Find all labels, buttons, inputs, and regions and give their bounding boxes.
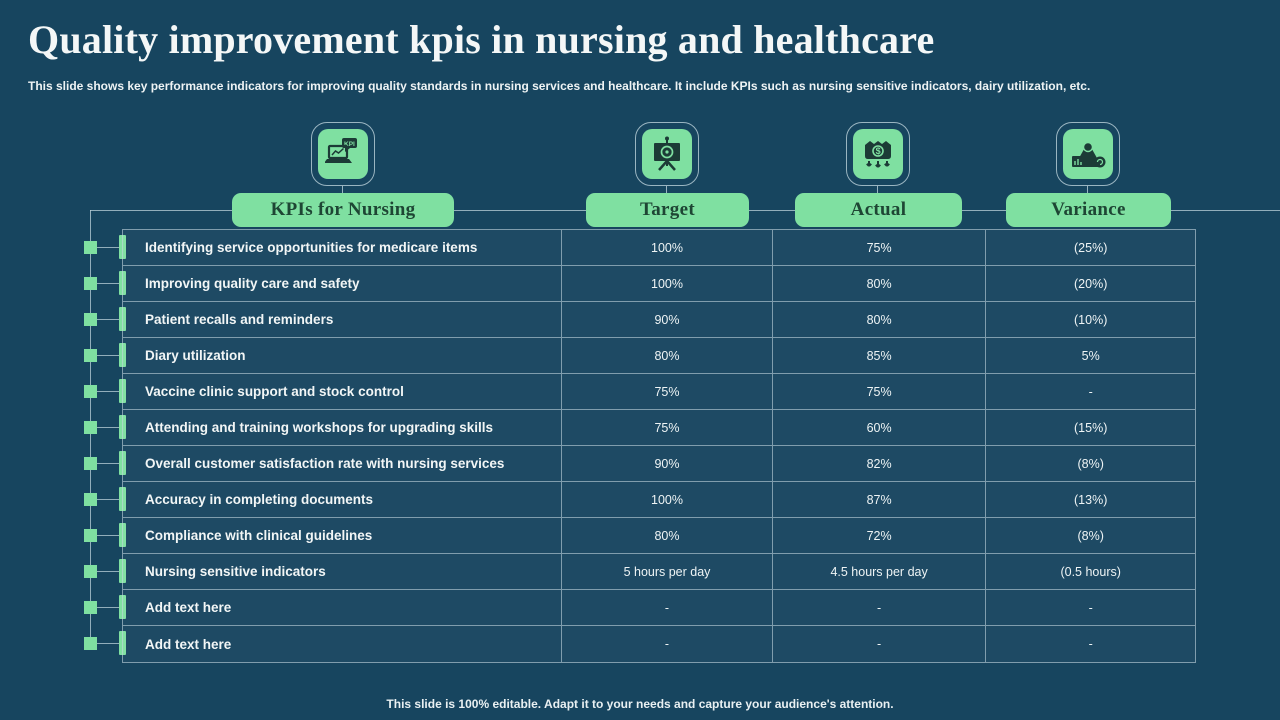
kpi-label-cell: Accuracy in completing documents	[123, 482, 562, 517]
variance-value-cell: -	[1088, 600, 1093, 615]
target-value-cell: 75%	[562, 410, 773, 445]
slide-subtitle: This slide shows key performance indicators for improving quality standards in nursing services and healthcare. It include KPIs such as nursing sensitive indicators, dairy utilization, etc.	[28, 79, 1091, 93]
column-header-actual: Actual	[795, 193, 962, 227]
table-row	[123, 626, 1195, 662]
actual-value-cell: 85%	[773, 338, 987, 373]
actual-value-cell: 82%	[773, 446, 987, 481]
variance-value-cell: 5%	[1081, 348, 1100, 363]
kpi-laptop-icon	[318, 129, 368, 179]
variance-analytics-icon	[1063, 129, 1113, 179]
rail-connector-line	[97, 391, 119, 392]
target-value-cell: 90%	[562, 302, 773, 337]
table-row	[123, 338, 1195, 374]
actual-value-cell: 87%	[773, 482, 987, 517]
variance-value-cell: (0.5 hours)	[1060, 564, 1121, 579]
table-row	[123, 266, 1195, 302]
rail-square-marker	[84, 457, 97, 470]
target-value-cell: 90%	[562, 446, 773, 481]
rail-square-marker	[84, 421, 97, 434]
actual-value-cell: -	[773, 590, 987, 625]
rail-square-marker	[84, 565, 97, 578]
rail-connector-line	[97, 607, 119, 608]
actual-value-cell: 75%	[773, 230, 987, 265]
rail-connector-line	[97, 571, 119, 572]
target-value-cell: -	[562, 590, 773, 625]
actual-value-cell: 60%	[773, 410, 987, 445]
kpi-label-cell: Add text here	[123, 626, 562, 662]
rail-square-marker	[84, 313, 97, 326]
variance-value-cell: (15%)	[1074, 420, 1108, 435]
variance-value-cell: (8%)	[1077, 528, 1104, 543]
rail-connector-line	[97, 355, 119, 356]
target-presentation-board-icon	[642, 129, 692, 179]
target-value-cell: 5 hours per day	[562, 554, 773, 589]
target-value-cell: 100%	[562, 266, 773, 301]
rail-square-marker	[84, 493, 97, 506]
kpi-column-icon-group	[311, 122, 375, 194]
kpi-label-cell: Overall customer satisfaction rate with nursing services	[123, 446, 562, 481]
actual-value-cell: 72%	[773, 518, 987, 553]
table-row	[123, 590, 1195, 626]
rail-connector-line	[97, 319, 119, 320]
target-value-cell: 80%	[562, 518, 773, 553]
variance-value-cell: (13%)	[1074, 492, 1108, 507]
page-title: Quality improvement kpis in nursing and healthcare	[28, 17, 935, 62]
table-row	[123, 482, 1195, 518]
kpi-label-cell: Improving quality care and safety	[123, 266, 562, 301]
target-value-cell: 80%	[562, 338, 773, 373]
actual-value-cell: 80%	[773, 302, 987, 337]
kpi-label-cell: Nursing sensitive indicators	[123, 554, 562, 589]
table-row	[123, 374, 1195, 410]
target-value-cell: 75%	[562, 374, 773, 409]
variance-value-cell: (10%)	[1074, 312, 1108, 327]
slide-footer: This slide is 100% editable. Adapt it to your needs and capture your audience's attention.	[386, 697, 894, 711]
rail-square-marker	[84, 349, 97, 362]
table-row	[123, 230, 1195, 266]
rail-square-marker	[84, 637, 97, 650]
rail-square-marker	[84, 241, 97, 254]
kpi-label-cell: Vaccine clinic support and stock control	[123, 374, 562, 409]
column-header-target: Target	[586, 193, 749, 227]
actual-value-cell: 4.5 hours per day	[773, 554, 987, 589]
table-row	[123, 302, 1195, 338]
variance-value-cell: (20%)	[1074, 276, 1108, 291]
kpi-label-cell: Add text here	[123, 590, 562, 625]
rail-connector-line	[97, 643, 119, 644]
table-row	[123, 410, 1195, 446]
table-row	[123, 518, 1195, 554]
rail-square-marker	[84, 385, 97, 398]
column-header-kpis-for-nursing: KPIs for Nursing	[232, 193, 454, 227]
rail-square-marker	[84, 529, 97, 542]
svg-text:KPI: KPI	[344, 141, 355, 148]
rail-connector-line	[97, 427, 119, 428]
kpi-label-cell: Identifying service opportunities for medicare items	[123, 230, 562, 265]
actual-value-cell: 75%	[773, 374, 987, 409]
variance-value-cell: -	[1088, 384, 1093, 399]
svg-text:$: $	[875, 146, 881, 157]
rail-square-marker	[84, 601, 97, 614]
rail-connector-line	[97, 283, 119, 284]
money-distribution-icon	[853, 129, 903, 179]
actual-value-cell: -	[773, 626, 987, 662]
variance-column-icon-group	[1056, 122, 1120, 194]
variance-value-cell: (8%)	[1077, 456, 1104, 471]
actual-value-cell: 80%	[773, 266, 987, 301]
variance-value-cell: (25%)	[1074, 240, 1108, 255]
rail-connector-line	[97, 499, 119, 500]
rail-connector-line	[97, 463, 119, 464]
kpi-label-cell: Attending and training workshops for upgrading skills	[123, 410, 562, 445]
table-row	[123, 554, 1195, 590]
target-column-icon-group	[635, 122, 699, 194]
kpi-table	[122, 229, 1196, 663]
rail-connector-line	[97, 535, 119, 536]
target-value-cell: 100%	[562, 230, 773, 265]
kpi-label-cell: Patient recalls and reminders	[123, 302, 562, 337]
target-value-cell: -	[562, 626, 773, 662]
rail-connector-line	[97, 247, 119, 248]
variance-value-cell: -	[1088, 637, 1093, 651]
table-row	[123, 446, 1195, 482]
rail-square-marker	[84, 277, 97, 290]
column-header-variance: Variance	[1006, 193, 1171, 227]
kpi-label-cell: Diary utilization	[123, 338, 562, 373]
actual-column-icon-group	[846, 122, 910, 194]
kpi-label-cell: Compliance with clinical guidelines	[123, 518, 562, 553]
target-value-cell: 100%	[562, 482, 773, 517]
